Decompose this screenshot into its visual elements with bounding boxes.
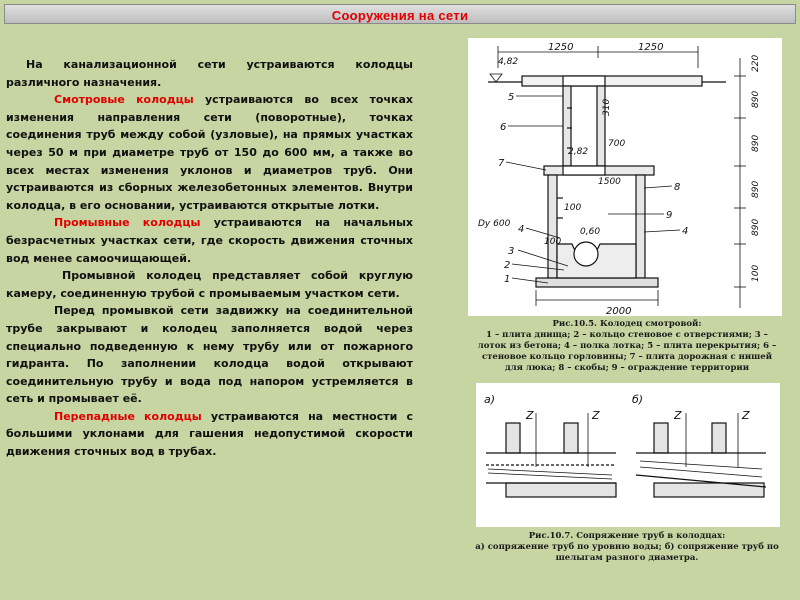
fig2-z-label: Z [674,409,682,422]
fig2-caption-line: шелыгам разного диаметра. [555,553,699,563]
dim-bottom: 2000 [606,306,632,316]
inspection-well-drawing [468,38,782,316]
keyword-flushing-wells: Промывные колодцы [54,216,201,230]
fig1-caption-title: Рис.10.5. Колодец смотровой: [552,319,702,329]
fig2-z-label: Z [742,409,750,422]
fig2-caption-line: а) сопряжение труб по уровню воды; б) сопряжение труб по [475,542,779,552]
paragraph-drop-wells [6,408,413,461]
label-3-tray: 3 [508,246,515,257]
label-6-neck-ring: 6 [500,122,507,133]
paragraph-flushing-process: Перед промывкой сети задвижку на соединительной трубе закрывают и колодец заполняется водой через специально подведенную к нему трубу или от пожарного гидранта. По заполнении колодца водой открывают соединительную трубу и вода под напором устремляется в сеть и промывает её. [6,304,413,406]
fig1-caption-line: лоток из бетона; 4 – полка лотка; 5 – плита перекрытия; 6 – [477,341,777,351]
figure-pipe-connection-caption [470,531,784,564]
dim-right-220: 220 [751,54,761,72]
fig2-z-label: Z [526,409,534,422]
keyword-inspection-wells: Смотровые колодцы [54,93,194,107]
dim-level-060: 0,60 [580,227,601,237]
flushing-wells-text: устраиваются на начальных безрасчетных участках сети, где скорость движения сточных вод менее самоочищающей. [6,216,413,265]
dim-700: 700 [608,139,626,149]
figure-inspection-well-caption [470,319,784,379]
paragraph-intro: На канализационной сети устраиваются колодцы различного назначения. [6,58,413,89]
inspection-wells-text: устраиваются во всех точках изменения направления сети (поворотные), точках соединения труб между собой (узловые), на прямых участках через 50 м при диаметре труб от 150 до 600 мм, а также во всех местах изменения уклонов и диаметров труб. Они устраиваются из сборных железобетонных элементов. Внутри колодца, в его основании, устраиваются открытые лотки. [6,93,414,212]
fig2-caption-title: Рис.10.7. Сопряжение труб в колодцах: [528,531,726,541]
keyword-drop-wells: Перепадные колодцы [54,409,202,423]
fig1-caption-line: стеновое кольцо горловины; 7 – плита дорожная с нишей [481,352,773,362]
dim-100-b: 100 [544,237,562,247]
dim-right-890-b: 890 [751,134,761,152]
drop-wells-text: устраиваются на местности с большими уклонами для гашения недопустимой скорости движения сточных вод в трубах. [6,409,414,459]
paragraph-flushing-chamber: Промывной колодец представляет собой круглую камеру, соединенную трубой с промываемым участком сети. [6,269,413,300]
fig2-label-a: а) [484,393,496,406]
dim-1500: 1500 [598,177,621,187]
label-4-tray-shelf-right: 4 [682,226,689,237]
dim-pipe-diameter: Dy 600 [478,219,511,229]
paragraph-flushing-wells [6,214,413,267]
label-8-steps: 8 [674,182,681,193]
figure-inspection-well [468,38,782,316]
text-column [6,56,413,461]
title-bar [4,4,796,24]
fig2-z-label: Z [592,409,600,422]
fig1-caption-line: для люка; 8 – скобы; 9 – ограждение территории [504,363,750,373]
pipe-connection-drawing [476,383,780,527]
label-1-base-slab: 1 [504,274,511,285]
dim-top-right: 1250 [638,42,664,53]
dim-right-890-d: 890 [751,218,761,236]
slide-title: Сооружения на сети [331,8,469,23]
label-4-tray-shelf: 4 [518,224,525,235]
dim-level-282: 2,82 [568,147,589,157]
dim-100-a: 100 [564,203,582,213]
paragraph-inspection-wells [6,91,413,214]
dim-right-100: 100 [751,264,761,282]
label-2-wall-ring: 2 [504,260,511,271]
dim-310: 310 [602,98,612,116]
dim-right-890-a: 890 [751,90,761,108]
fig1-caption-line: 1 – плита днища; 2 – кольцо стеновое с отверстиями; 3 – [486,330,768,340]
label-9-fence: 9 [666,210,673,221]
dim-top-left: 1250 [548,42,574,53]
fig2-label-b: б) [632,393,644,406]
dim-level-482: 4,82 [498,57,519,67]
label-5-cover-slab: 7 [498,158,505,169]
label-7-road-slab: 5 [508,92,515,103]
figure-pipe-connection [476,383,780,527]
dim-right-890-c: 890 [751,180,761,198]
